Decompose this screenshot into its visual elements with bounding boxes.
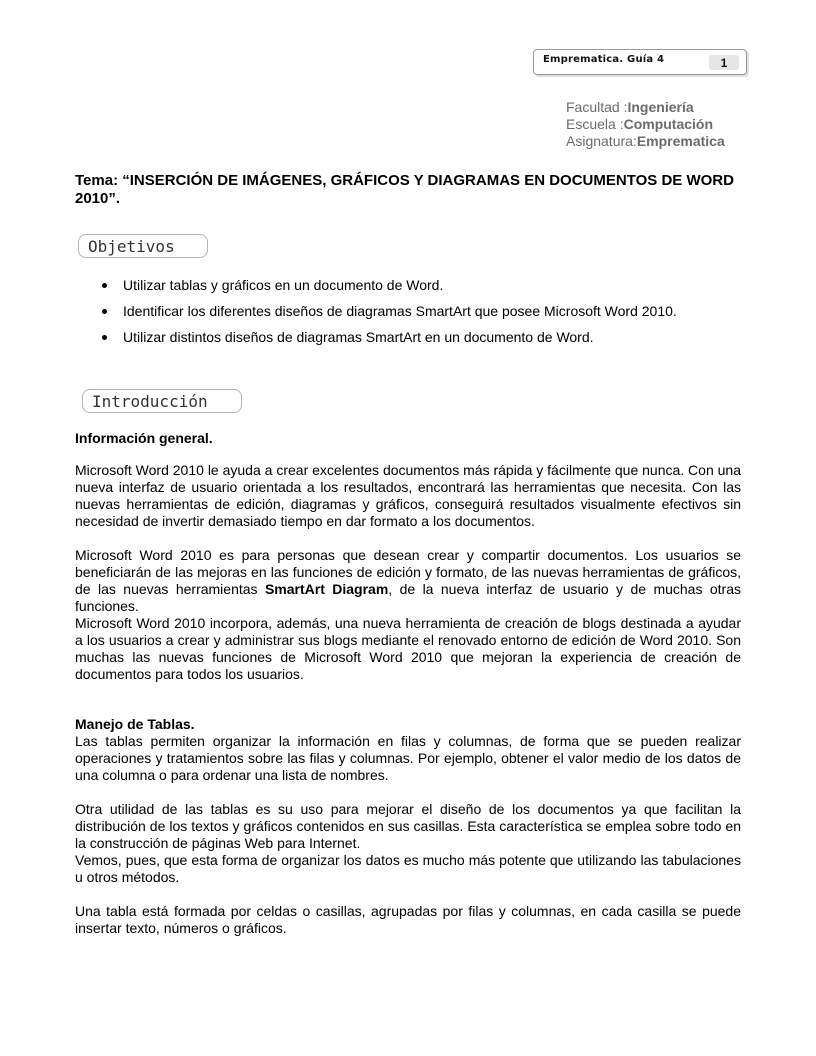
paragraph-text: Microsoft Word 2010 es para personas que desean crear y compartir documentos. Los usuarios se beneficiarán de las mejoras en las funciones de edición y formato, de las nuevas herramientas de gráficos, de las nuevas herramientas — [75, 547, 741, 597]
list-item — [100, 303, 750, 320]
smartart-term: SmartArt Diagram — [264, 581, 389, 597]
list-item — [100, 329, 750, 346]
tablas-section — [75, 716, 741, 937]
asignatura-label: Asignatura: — [566, 133, 637, 149]
paragraph-text: , de la nueva interfaz de usuario y de muchas otras funciones. — [75, 581, 742, 614]
facultad-row — [566, 99, 725, 116]
bullet-icon — [102, 309, 107, 314]
info-general-paragraph-3: Microsoft Word 2010 incorpora, además, una nueva herramienta de creación de blogs destinada a ayudar a los usuarios a crear y administrar sus blogs mediante el renovado entorno de edición de Word 2010. Son muchas las nuevas funciones de Microsoft Word 2010 que mejoran la experiencia de creación de documentos para todos los usuarios. — [75, 615, 741, 682]
section-objetivos-label: Objetivos — [88, 237, 175, 256]
escuela-label: Escuela : — [566, 116, 624, 132]
info-general-section — [75, 430, 741, 683]
info-general-paragraph-2 — [75, 547, 741, 615]
objectives-list — [100, 277, 750, 355]
section-introduccion-label: Introducción — [92, 392, 208, 411]
asignatura-row — [566, 133, 725, 150]
document-topic: Tema: “INSERCIÓN DE IMÁGENES, GRÁFICOS Y DIAGRAMAS EN DOCUMENTOS DE WORD 2010”. — [75, 172, 734, 207]
facultad-label: Facultad : — [566, 99, 628, 115]
running-header — [533, 49, 747, 75]
section-objetivos — [78, 234, 208, 258]
facultad-value: Ingeniería — [627, 99, 694, 115]
tablas-paragraph-2: Otra utilidad de las tablas es su uso para mejorar el diseño de los documentos ya que facilitan la distribución de los textos y gráficos contenidos en sus casillas. Esta característica se emplea sobre todo en la construcción de páginas Web para Internet. — [75, 801, 741, 851]
course-info — [566, 99, 725, 150]
bullet-icon — [102, 335, 107, 340]
escuela-value: Computación — [623, 116, 714, 132]
list-item-text: Utilizar tablas y gráficos en un documento de Word. — [123, 277, 444, 293]
info-general-heading: Información general. — [75, 430, 213, 446]
list-item-text: Utilizar distintos diseños de diagramas SmartArt en un documento de Word. — [123, 329, 594, 345]
tablas-paragraph-1: Las tablas permiten organizar la información en filas y columnas, de forma que se pueden realizar operaciones y tratamientos sobre las filas y columnas. Por ejemplo, obtener el valor medio de los datos de una columna o para ordenar una lista de nombres. — [75, 733, 741, 783]
tablas-heading: Manejo de Tablas. — [75, 716, 195, 732]
escuela-row — [566, 116, 725, 133]
header-title: Emprematica. Guía 4 — [543, 54, 665, 65]
section-introduccion — [82, 389, 242, 413]
page-number: 1 — [709, 55, 739, 70]
list-item — [100, 277, 750, 294]
info-general-paragraph-1: Microsoft Word 2010 le ayuda a crear excelentes documentos más rápida y fácilmente que nunca. Con una nueva interfaz de usuario orientada a los resultados, encontrará las herramientas que necesita. Con las nuevas herramientas de edición, diagramas y gráficos, conseguirá resultados visualmente efectivos sin necesidad de invertir demasiado tiempo en dar formato a los documentos. — [75, 462, 741, 529]
bullet-icon — [102, 283, 107, 288]
tablas-paragraph-4: Una tabla está formada por celdas o casillas, agrupadas por filas y columnas, en cada casilla se puede insertar texto, números o gráficos. — [75, 903, 741, 936]
tablas-paragraph-3: Vemos, pues, que esta forma de organizar los datos es mucho más potente que utilizando las tabulaciones u otros métodos. — [75, 852, 741, 885]
asignatura-value: Emprematica — [636, 133, 725, 149]
list-item-text: Identificar los diferentes diseños de diagramas SmartArt que posee Microsoft Word 2010. — [123, 303, 677, 319]
